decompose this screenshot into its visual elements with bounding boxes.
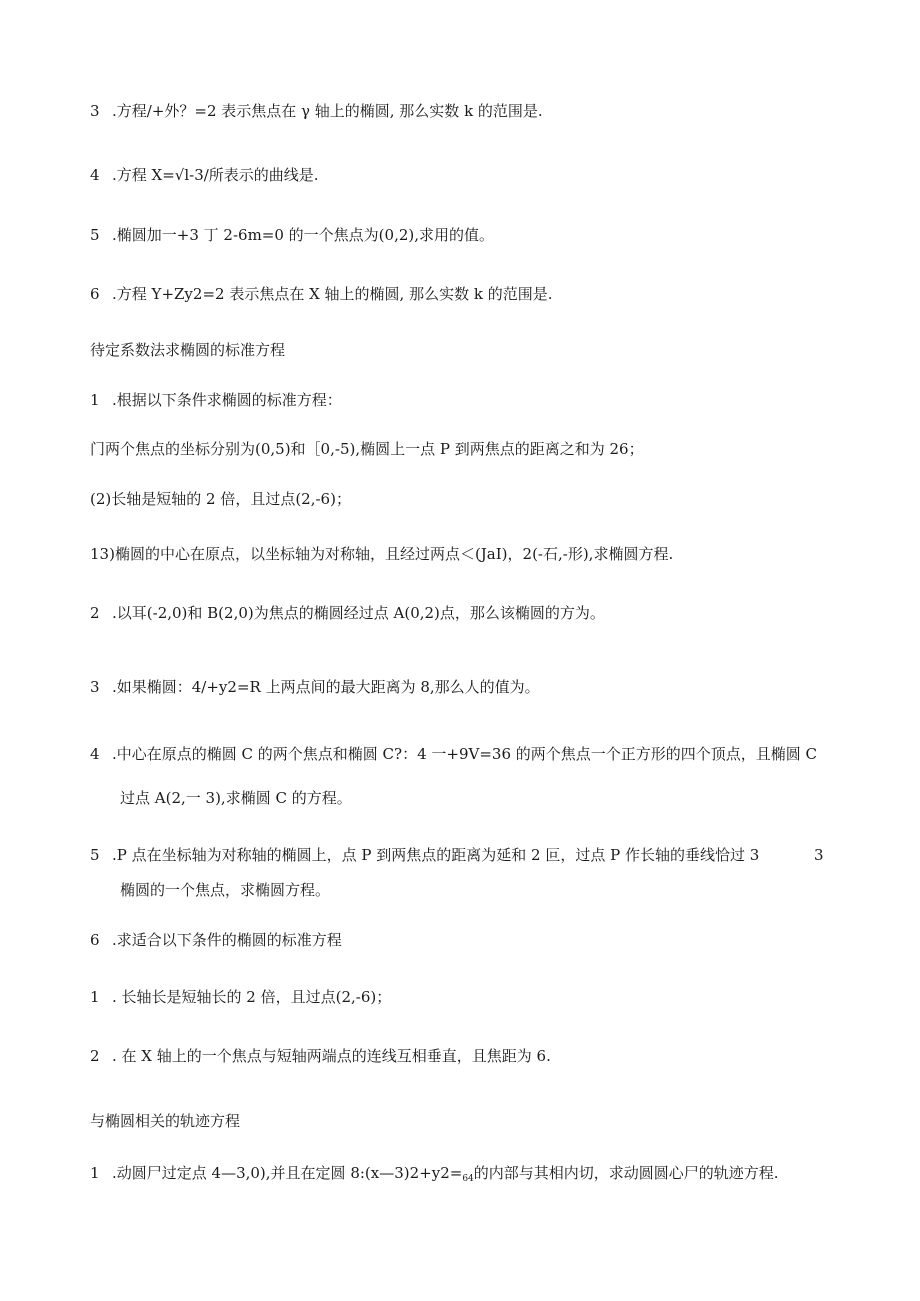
item-text: .方程 X=√l-3∕所表示的曲线是.	[112, 166, 319, 184]
item-number: 4	[90, 166, 100, 184]
sub-item-line	[90, 439, 644, 459]
item-text: .动圆尸过定点 4—3,0),并且在定圆 8:(x—3)2+y2=	[112, 1164, 463, 1182]
item-text: . 长轴长是短轴长的 2 倍，且过点(2,-6)；	[112, 988, 392, 1006]
item-number: 3	[90, 102, 100, 120]
sub-problem-line	[90, 1046, 551, 1066]
item-number: 2	[90, 1047, 100, 1065]
item-number: 2	[90, 604, 100, 622]
item-text: (2)长轴是短轴的 2 倍，且过点(2,-6)；	[90, 490, 351, 508]
item-text: 13)椭圆的中心在原点，以坐标轴为对称轴，且经过两点＜(JaI)，2(-石,-形),求椭圆方程.	[90, 545, 674, 563]
item-text: .如果椭圆：4/+y2=R 上两点间的最大距离为 8,那么人的值为。	[112, 678, 540, 696]
problem-line	[90, 284, 552, 304]
item-text: .求适合以下条件的椭圆的标准方程	[112, 931, 342, 949]
problem-line	[90, 930, 342, 950]
item-text: .方程/+外？=2 表示焦点在 γ 轴上的椭圆, 那么实数 k 的范围是.	[112, 102, 543, 120]
section-heading-text: 与椭圆相关的轨迹方程	[90, 1112, 241, 1130]
problem-line	[90, 1163, 779, 1189]
item-text: .P 点在坐标轴为对称轴的椭圆上，点 P 到两焦点的距离为延和 2 叵，过点 P 作长轴的垂线恰过 3	[112, 846, 760, 864]
problem-line	[90, 390, 342, 410]
item-number: 1	[90, 1164, 100, 1182]
item-text: .根据以下条件求椭圆的标准方程：	[112, 391, 342, 409]
problem-line	[90, 225, 494, 245]
item-number: 5	[90, 846, 100, 864]
item-text: . 在 X 轴上的一个焦点与短轴两端点的连线互相垂直，且焦距为 6.	[112, 1047, 551, 1065]
sub-item-line	[90, 544, 673, 564]
sub-problem-line	[90, 987, 391, 1007]
problem-line	[90, 603, 605, 623]
item-number: 5	[90, 226, 100, 244]
item-text: 门两个焦点的坐标分别为(0,5)和［0,-5),椭圆上一点 P 到两焦点的距离之和为 26；	[90, 440, 644, 458]
sub-item-line	[90, 489, 351, 509]
item-number: 1	[90, 391, 100, 409]
item-number: 6	[90, 931, 100, 949]
problem-line	[90, 744, 817, 764]
problem-line	[90, 845, 759, 865]
section-heading-text: 待定系数法求椭圆的标准方程	[90, 341, 286, 359]
item-text: .中心在原点的椭圆 C 的两个焦点和椭圆 C?：4 一+9V=36 的两个焦点一个正方形的四个顶点，且椭圆 C	[112, 745, 817, 763]
stray-fragment: 3	[814, 846, 824, 864]
item-text: .以耳(-2,0)和 B(2,0)为焦点的椭圆经过点 A(0,2)点，那么该椭圆的方为。	[112, 604, 605, 622]
problem-line	[90, 165, 319, 185]
section-heading	[90, 1111, 240, 1131]
item-number: 1	[90, 988, 100, 1006]
section-heading	[90, 340, 285, 360]
item-text: .椭圆加一+3 丁 2-6m=0 的一个焦点为(0,2),求用的值。	[112, 226, 495, 244]
item-text: .方程 Y+Zy2=2 表示焦点在 X 轴上的椭圆, 那么实数 k 的范围是.	[112, 285, 553, 303]
item-number: 4	[90, 745, 100, 763]
item-text: 过点 A(2,一 3),求椭圆 C 的方程。	[120, 789, 352, 807]
subscript-text: 64	[462, 1174, 474, 1184]
continuation-line	[120, 788, 352, 808]
item-number: 6	[90, 285, 100, 303]
continuation-line	[120, 880, 330, 900]
item-number: 3	[90, 678, 100, 696]
item-text-tail: 的内部与其相内切，求动圆圆心尸的轨迹方程.	[473, 1164, 779, 1182]
problem-line	[90, 101, 543, 121]
item-text: 椭圆的一个焦点，求椭圆方程。	[120, 881, 331, 899]
problem-line	[90, 677, 540, 697]
